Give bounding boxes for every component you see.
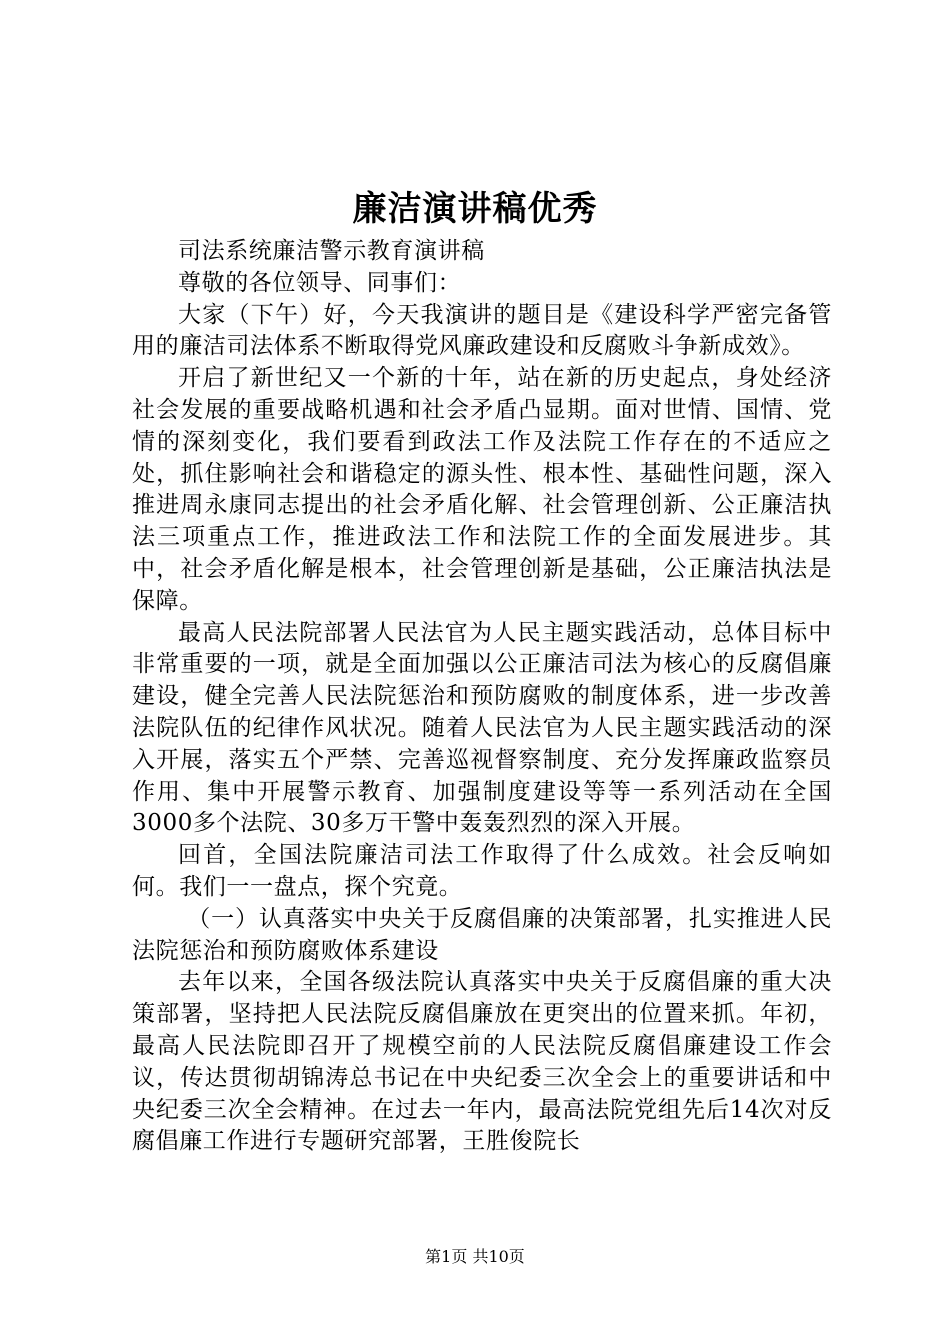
paragraph: 尊敬的各位领导、同事们： [178, 269, 462, 296]
section-heading: （一）认真落实中央关于反腐倡廉的决策部署，扎实推进人民法院惩治和预防腐败体系建设 [132, 905, 832, 964]
paragraph: 回首，全国法院廉洁司法工作取得了什么成效。社会反响如何。我们一一盘点，探个究竟。 [132, 842, 832, 900]
paragraph: 司法系统廉洁警示教育演讲稿 [178, 238, 485, 264]
page-footer: 第1页 共10页 [425, 1247, 525, 1266]
paragraph: 大家（下午）好，今天我演讲的题目是《建设科学严密完备管用的廉洁司法体系不断取得党风廉政建设和反腐败斗争新成效》。 [132, 301, 832, 360]
paragraph: 最高人民法院部署人民法官为人民主题实践活动，总体目标中非常重要的一项，就是全面加强以公正廉洁司法为核心的反腐倡廉建设，健全完善人民法院惩治和预防腐败的制度体系，进一步改善法院队伍的纪律作风状况。随着人民法官为人民主题实践活动的深入开展，落实五个严禁、完善巡视督察制度、充分发挥廉政监察员作用、集中开展警示教育、加强制度建设等等一系列活动在全国3000多个法院、30多万干警中轰轰烈烈的深入开展。 [132, 619, 832, 837]
paragraph: 开启了新世纪又一个新的十年，站在新的历史起点，身处经济社会发展的重要战略机遇和社会矛盾凸显期。面对世情、国情、党情的深刻变化，我们要看到政法工作及法院工作存在的不适应之处，抓住影响社会和谐稳定的源头性、根本性、基础性问题，深入推进周永康同志提出的社会矛盾化解、社会管理创新、公正廉洁执法三项重点工作，推进政法工作和法院工作的全面发展进步。其中，社会矛盾化解是根本，社会管理创新是基础，公正廉洁执法是保障。 [132, 365, 832, 614]
document-title: 廉洁演讲稿优秀 [352, 189, 598, 229]
document-body [132, 236, 832, 1158]
paragraph: 去年以来，全国各级法院认真落实中央关于反腐倡廉的重大决策部署，坚持把人民法院反腐倡廉放在更突出的位置来抓。年初，最高人民法院即召开了规模空前的人民法院反腐倡廉建设工作会议，传达贯彻胡锦涛总书记在中央纪委三次全会上的重要讲话和中央纪委三次全会精神。在过去一年内，最高法院党组先后14次对反腐倡廉工作进行专题研究部署，王胜俊院长 [132, 969, 832, 1155]
